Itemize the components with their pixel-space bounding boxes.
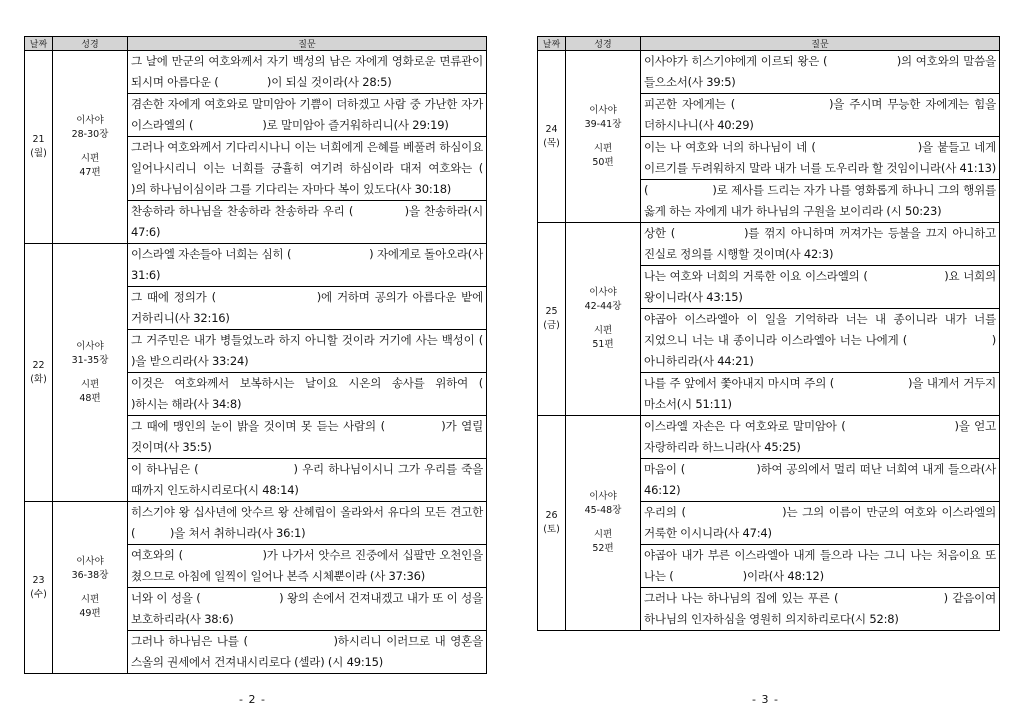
- chapter-range: 49편: [79, 607, 101, 619]
- chapter-range: 50편: [592, 156, 614, 168]
- day-number: 21: [32, 134, 45, 145]
- table-row: [25, 244, 487, 287]
- bible-cell: [53, 244, 128, 502]
- bible-cell: [53, 51, 128, 244]
- question-cell: 그 때에 맹인의 눈이 밝을 것이며 못 듣는 사람의 ( )가 열릴 것이며(사 35:5): [128, 416, 487, 459]
- table-row: [25, 51, 487, 94]
- weekday: (목): [543, 137, 560, 149]
- header-question: 질문: [128, 37, 487, 51]
- chapter-range: 39-41장: [584, 118, 622, 130]
- day-number: 24: [545, 123, 558, 135]
- question-cell: 피곤한 자에게는 ( )을 주시며 무능한 자에게는 힘을 더하시나니(사 40:29): [641, 94, 1000, 137]
- day-number: 23: [32, 574, 45, 586]
- page-number-left: - 2 -: [239, 693, 266, 706]
- question-cell: 찬송하라 하나님을 찬송하라 찬송하라 우리 ( )을 찬송하라(시 47:6): [128, 201, 487, 244]
- table-row: [538, 51, 1000, 94]
- book-name: 이사야: [76, 555, 104, 567]
- header-date: 날짜: [538, 37, 566, 51]
- book-name: 이사야: [76, 340, 104, 352]
- question-cell: 나는 여호와 너희의 거룩한 이요 이스라엘의 ( )요 너희의 왕이니라(사 43:15): [641, 266, 1000, 309]
- book-name: 시편: [593, 325, 613, 336]
- bible-cell: [566, 223, 641, 416]
- chapter-range: 28-30장: [71, 129, 109, 140]
- day-number: 26: [545, 510, 558, 521]
- question-cell: 그 거주민은 내가 병들었노라 하지 아니할 것이라 거기에 사는 백성이 ( )을 받으리라(사 33:24): [128, 330, 487, 373]
- question-cell: 여호와의 ( )가 나가서 앗수르 진중에서 십팔만 오천인을 쳤으므로 아침에 일찍이 일어나 본즉 시체뿐이라 (사 37:36): [128, 545, 487, 588]
- book-name: 이사야: [76, 115, 104, 126]
- table-row: [25, 502, 487, 545]
- question-cell: 야곱아 이스라엘아 이 일을 기억하라 너는 내 종이니라 내가 너를 지었으니 너는 내 종이니라 이스라엘아 너는 나에게 ( ) 아니하리라(사 44:21): [641, 309, 1000, 373]
- book-name: 시편: [80, 153, 100, 164]
- table-row: [538, 416, 1000, 459]
- chapter-range: 45-48장: [584, 505, 622, 516]
- chapter-range: 36-38장: [71, 569, 109, 581]
- book-name: 이사야: [589, 491, 617, 502]
- question-cell: 이스라엘 자손은 다 여호와로 말미암아 ( )을 얻고 자랑하리라 하느니라(사 45:25): [641, 416, 1000, 459]
- table-row: [538, 223, 1000, 266]
- book-name: 시편: [80, 378, 100, 390]
- book-name: 시편: [80, 593, 100, 605]
- date-cell: [538, 51, 566, 223]
- weekday: (토): [543, 524, 560, 535]
- chapter-range: 52편: [592, 543, 614, 554]
- header-bible: 성경: [566, 37, 641, 51]
- bible-cell: [566, 416, 641, 631]
- question-cell: 그 때에 정의가 ( )에 거하며 공의가 아름다운 밭에 거하리니(사 32:16): [128, 287, 487, 330]
- date-cell: [538, 416, 566, 631]
- chapter-range: 47편: [79, 167, 101, 178]
- book-name: 이사야: [589, 104, 617, 116]
- question-cell: 겸손한 자에게 여호와로 말미암아 기쁨이 더하겠고 사람 중 가난한 자가 이스라엘의 ( )로 말미암아 즐거워하리니(사 29:19): [128, 94, 487, 137]
- date-cell: [25, 244, 53, 502]
- question-cell: 이것은 여호와께서 보복하시는 날이요 시온의 송사를 위하여 ( )하시는 해라(사 34:8): [128, 373, 487, 416]
- page-number-right: - 3 -: [752, 693, 779, 706]
- question-cell: 이스라엘 자손들아 너희는 심히 ( ) 자에게로 돌아오라(사 31:6): [128, 244, 487, 287]
- right-schedule-table: [537, 36, 1000, 631]
- question-cell: 그러나 나는 하나님의 집에 있는 푸른 ( ) 같음이여 하나님의 인자하심을 영원히 의지하리로다(시 52:8): [641, 588, 1000, 631]
- header-bible: 성경: [53, 37, 128, 51]
- header-question: 질문: [641, 37, 1000, 51]
- question-cell: ( )로 제사를 드리는 자가 나를 영화롭게 하나니 그의 행위를 옳게 하는 자에게 내가 하나님의 구원을 보이리라 (시 50:23): [641, 180, 1000, 223]
- chapter-range: 42-44장: [584, 301, 622, 312]
- day-number: 22: [32, 359, 45, 371]
- table-header: [538, 37, 1000, 51]
- question-cell: 이는 나 여호와 너의 하나님이 네 ( )을 붙들고 네게 이르기를 두려워하지 말라 내가 너를 도우리라 할 것임이니라(사 41:13): [641, 137, 1000, 180]
- date-cell: [25, 51, 53, 244]
- book-name: 시편: [593, 142, 613, 154]
- chapter-range: 51편: [592, 339, 614, 350]
- book-name: 이사야: [589, 287, 617, 298]
- chapter-range: 31-35장: [71, 354, 109, 366]
- date-cell: [25, 502, 53, 674]
- question-cell: 이 하나님은 ( ) 우리 하나님이시니 그가 우리를 죽을 때까지 인도하시리로다(시 48:14): [128, 459, 487, 502]
- table-header: [25, 37, 487, 51]
- weekday: (수): [30, 588, 47, 600]
- weekday: (화): [30, 373, 47, 385]
- date-cell: [538, 223, 566, 416]
- question-cell: 그러나 여호와께서 기다리시나니 이는 너희에게 은혜를 베풀려 하심이요 일어나시리니 이는 너희를 긍휼히 여기려 하심이라 대저 여호와는 ( )의 하나님이심이라 그를 기다리는 자마다 복이 있도다(사 30:18): [128, 137, 487, 201]
- bible-cell: [53, 502, 128, 674]
- question-cell: 우리의 ( )는 그의 이름이 만군의 여호와 이스라엘의 거룩한 이시니라(사 47:4): [641, 502, 1000, 545]
- question-cell: 그러나 하나님은 나를 ( )하시리니 이러므로 내 영혼을 스올의 권세에서 건져내시리로다 (셀라) (시 49:15): [128, 631, 487, 674]
- chapter-range: 48편: [79, 392, 101, 404]
- question-cell: 히스기야 왕 십사년에 앗수르 왕 산헤립이 올라와서 유다의 모든 견고한 ( )을 쳐서 취하니라(사 36:1): [128, 502, 487, 545]
- right-page: [537, 36, 1000, 631]
- question-cell: 상한 ( )를 꺾지 아니하며 꺼져가는 등불을 끄지 아니하고 진실로 정의를 시행할 것이며(사 42:3): [641, 223, 1000, 266]
- question-cell: 마음이 ( )하여 공의에서 멀리 떠난 너희여 내게 들으라(사 46:12): [641, 459, 1000, 502]
- question-cell: 너와 이 성을 ( ) 왕의 손에서 건져내겠고 내가 또 이 성을 보호하리라(사 38:6): [128, 588, 487, 631]
- book-name: 시편: [593, 529, 613, 540]
- question-cell: 야곱아 내가 부른 이스라엘아 내게 들으라 나는 그니 나는 처음이요 또 나는 ( )이라(사 48:12): [641, 545, 1000, 588]
- question-cell: 그 날에 만군의 여호와께서 자기 백성의 남은 자에게 영화로운 면류관이 되시며 아름다운 ( )이 되실 것이라(사 28:5): [128, 51, 487, 94]
- question-cell: 나를 주 앞에서 쫓아내지 마시며 주의 ( )을 내게서 거두지 마소서(시 51:11): [641, 373, 1000, 416]
- weekday: (월): [30, 148, 47, 159]
- header-date: 날짜: [25, 37, 53, 51]
- bible-cell: [566, 51, 641, 223]
- question-cell: 이사야가 히스기야에게 이르되 왕은 ( )의 여호와의 말씀을 들으소서(사 39:5): [641, 51, 1000, 94]
- day-number: 25: [545, 306, 558, 317]
- weekday: (금): [543, 320, 560, 331]
